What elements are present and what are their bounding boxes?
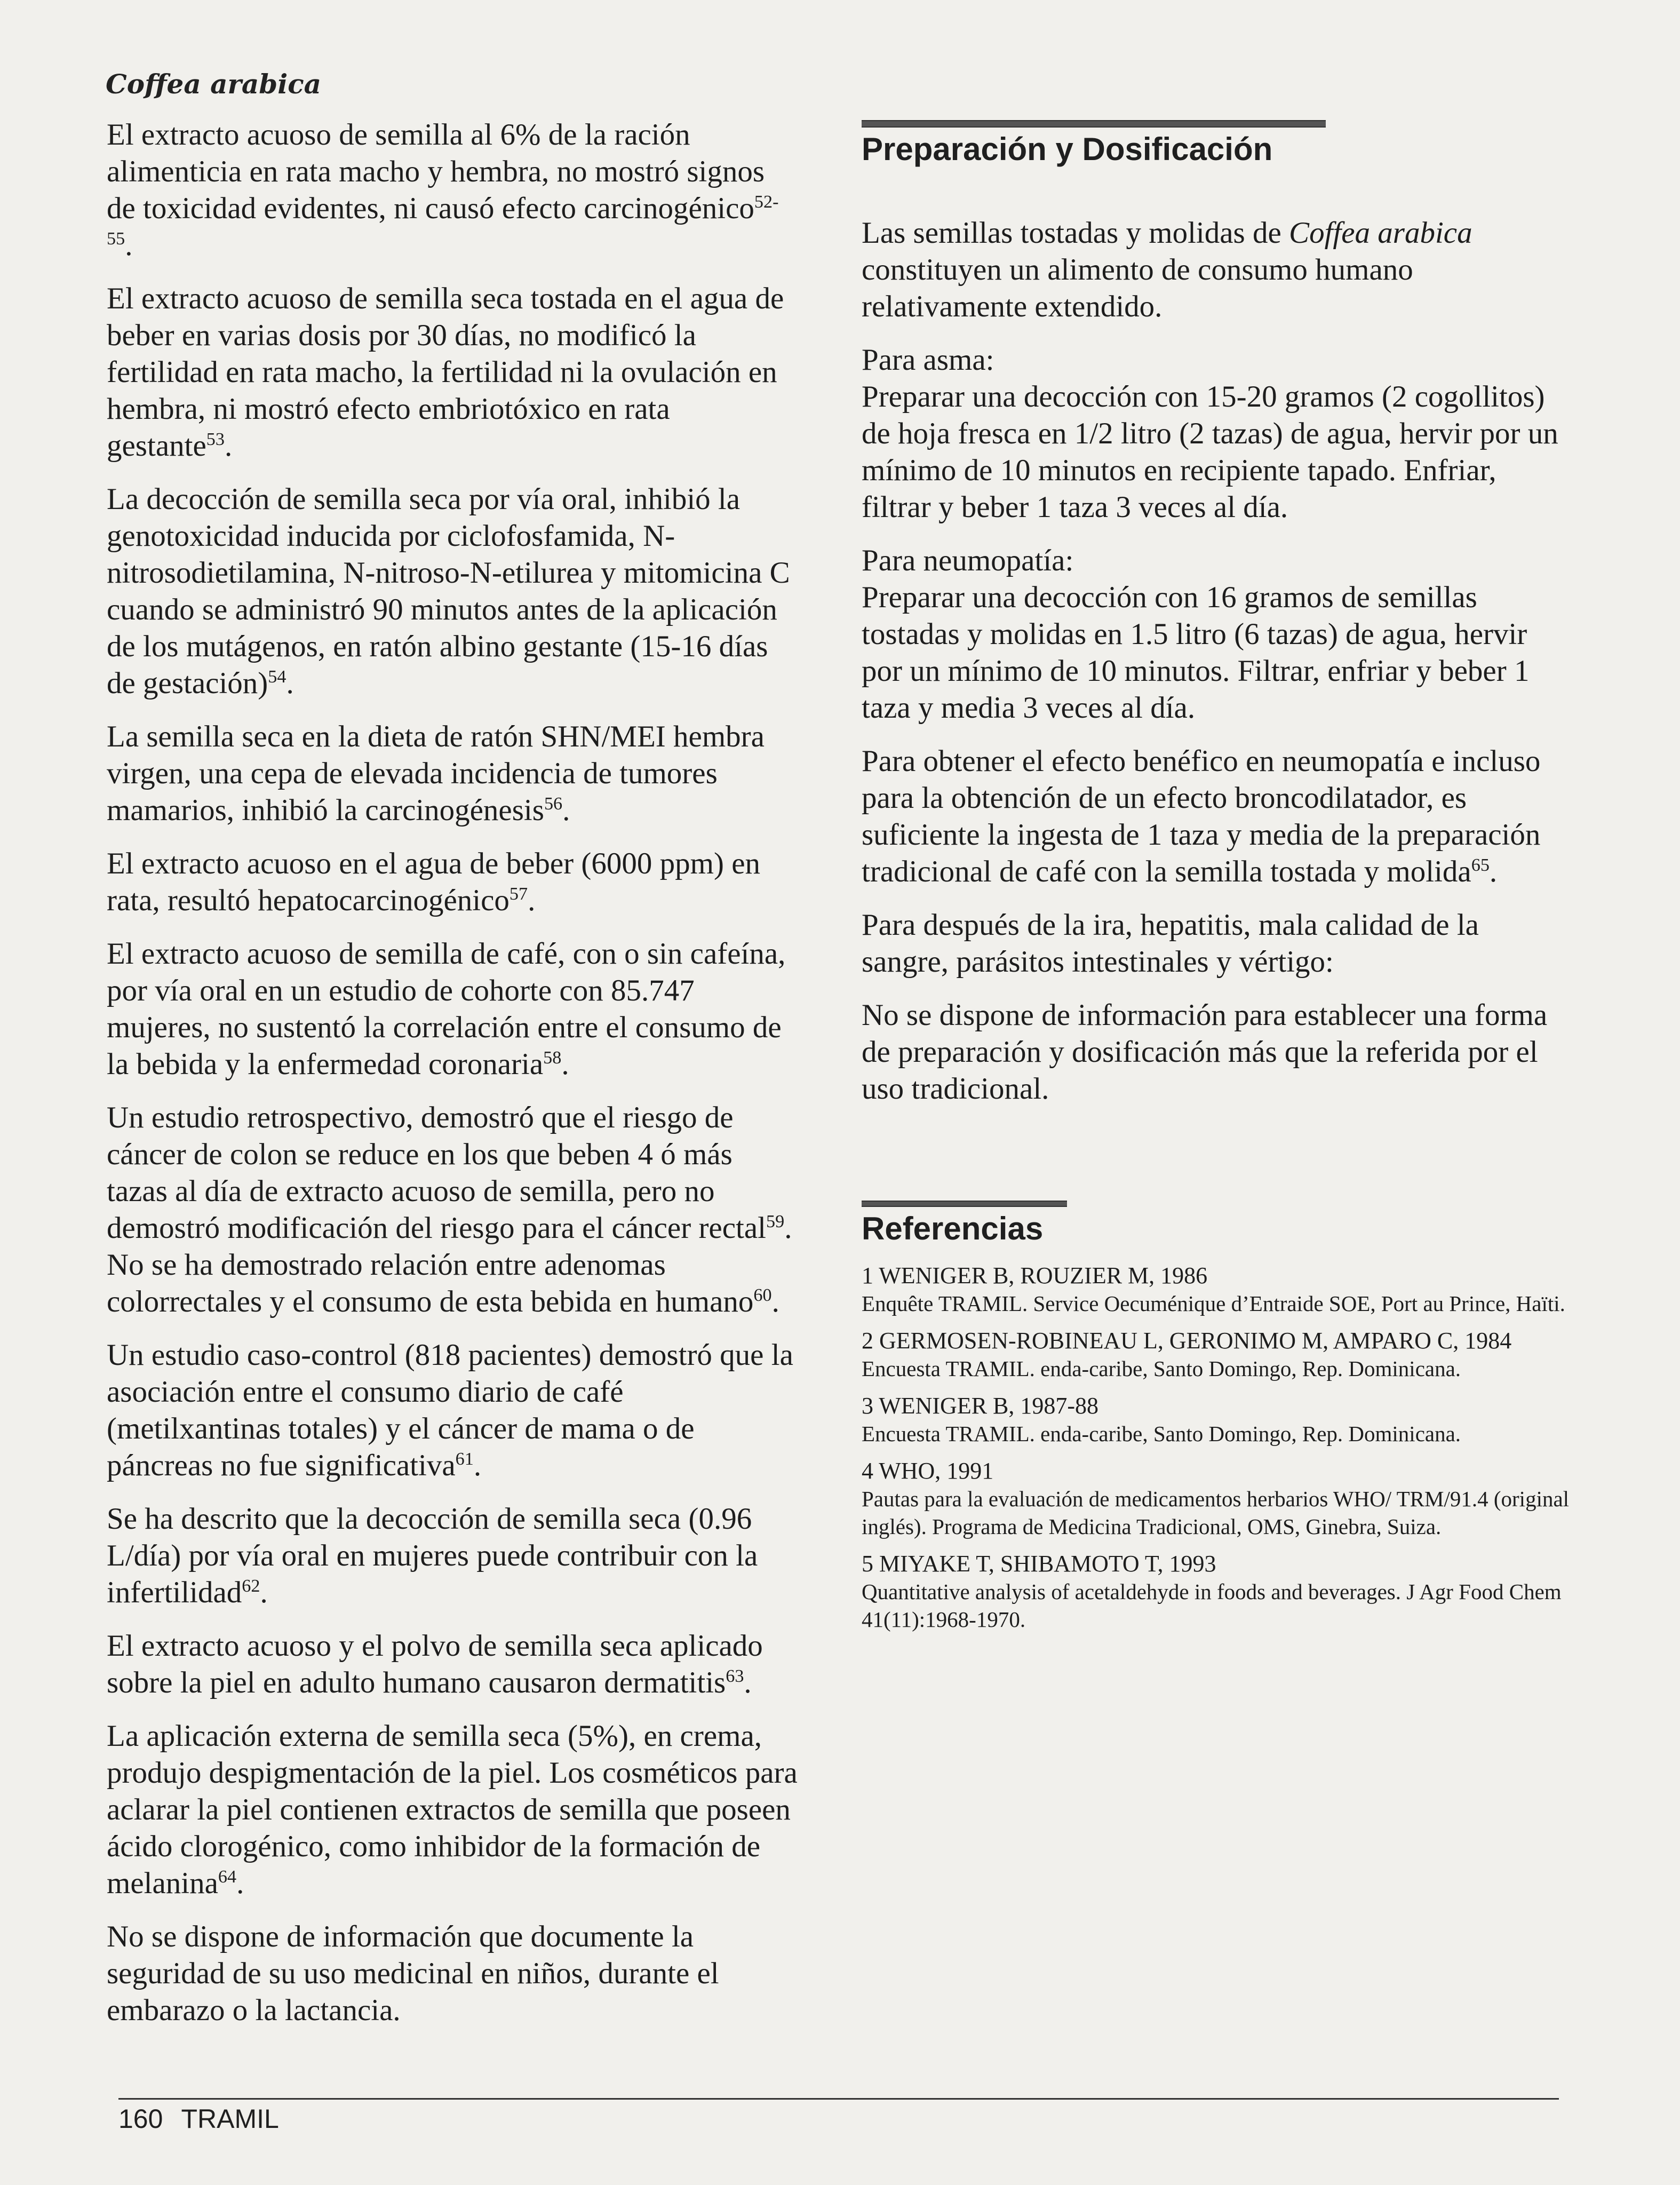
paragraph: No se dispone de información que documente la seguridad de su uso medicinal en niños, durante el embarazo o la lactancia. (107, 1920, 719, 2027)
page-number: 160 (118, 2104, 163, 2134)
reference-item: 2 GERMOSEN-ROBINEAU L, GERONIMO M, AMPARO C, 1984 Encuesta TRAMIL. enda-caribe, Santo Domingo, Rep. Dominicana. (862, 1328, 1512, 1381)
prep-section (862, 214, 1571, 1107)
references-title: Referencias (862, 1211, 1044, 1246)
prep-benefit: Para obtener el efecto benéfico en neumopatía e incluso para la obtención de un efecto broncodilatador, es suficiente la ingesta de 1 taza y media de la preparación tradicional de café con la semilla tostada y molida$^{65}$. (862, 744, 1541, 888)
paragraph: Un estudio retrospectivo, demostró que el riesgo de cáncer de colon se reduce en los que beben 4 ó más tazas al día de extracto acuoso de semilla, pero no demostró modificación del riesgo para el cáncer rectal$^{59}$. No se ha demostrado relación entre adenomas colorrectales y el consumo de esta bebida en humano$^{60}$. (107, 1101, 792, 1318)
reference-item: 5 MIYAKE T, SHIBAMOTO T, 1993 Quantitative analysis of acetaldehyde in foods and beverages. J Agr Food Chem 41(11):1968-1970. (862, 1551, 1562, 1632)
asma-label: Para asma: (862, 343, 994, 377)
paragraph: El extracto acuoso de semilla de café, con o sin cafeína, por vía oral en un estudio de cohorte con 85.747 mujeres, no sustentó la correlación entre el consumo de la bebida y la enfermedad coronaria$^{58}$. (107, 937, 786, 1081)
prep-nodata: No se dispone de información para establecer una forma de preparación y dosificación más que la referida por el uso tradicional. (862, 998, 1548, 1106)
footer-rule (118, 2098, 1559, 2100)
running-head: Coffea arabica (106, 68, 322, 100)
paragraph: El extracto acuoso y el polvo de semilla seca aplicado sobre la piel en adulto humano causaron dermatitis$^{63}$. (107, 1629, 763, 1699)
page-footer (118, 2103, 297, 2134)
prep-neumo: Para neumopatía: Preparar una decocción con 16 gramos de semillas tostadas y molidas en 1.5 litro (6 tazas) de agua, hervir por un mínimo de 10 minutos. Filtrar, enfriar y beber 1 taza y media 3 veces al día. (862, 542, 1571, 726)
paragraph: Se ha descrito que la decocción de semilla seca (0.96 L/día) por vía oral en mujeres puede contribuir con la infertilidad$^{62}$. (107, 1502, 758, 1609)
reference-item: 4 WHO, 1991 Pautas para la evaluación de medicamentos herbarios WHO/ TRM/91.4 (original inglés). Programa de Medicina Tradicional, OMS, Ginebra, Suiza. (862, 1458, 1570, 1539)
references-section (862, 1201, 1571, 1633)
prep-ira: Para después de la ira, hepatitis, mala calidad de la sangre, parásitos intestinales y vértigo: (862, 908, 1479, 979)
section-rule (862, 120, 1326, 128)
paragraph: La aplicación externa de semilla seca (5%), en crema, produjo despigmentación de la piel. Los cosméticos para aclarar la piel contienen extractos de semilla que poseen ácido clorogénico, como inhibidor de la formación de melanina$^{64}$. (107, 1719, 798, 1900)
reference-item: 1 WENIGER B, ROUZIER M, 1986 Enquête TRAMIL. Service Oecuménique d’Entraide SOE, Port au Prince, Haïti. (862, 1262, 1565, 1316)
reference-item: 3 WENIGER B, 1987-88 Encuesta TRAMIL. enda-caribe, Santo Domingo, Rep. Dominicana. (862, 1393, 1461, 1446)
paragraph: El extracto acuoso de semilla seca tostada en el agua de beber en varias dosis por 30 días, no modificó la fertilidad en rata macho, la fertilidad ni la ovulación en hembra, ni mostró efecto embriotóxico en rata gestante$^{53}$. (107, 282, 784, 463)
left-column (107, 116, 800, 2045)
prep-intro: Las semillas tostadas y molidas de Coffea arabica constituyen un alimento de consumo humano relativamente extendido. (862, 216, 1472, 323)
section-rule (862, 1201, 1067, 1207)
paragraph: La decocción de semilla seca por vía oral, inhibió la genotoxicidad inducida por ciclofosfamida, N-nitrosodietilamina, N-nitroso-N-etilurea y mitomicina C cuando se administró 90 minutos antes de la aplicación de los mutágenos, en ratón albino gestante (15-16 días de gestación)$^{54}$. (107, 482, 790, 700)
references-list (862, 1262, 1571, 1633)
prep-asma: Para asma: Preparar una decocción con 15-20 gramos (2 cogollitos) de hoja fresca en 1/2 litro (2 tazas) de agua, hervir por un mínimo de 10 minutos en recipiente tapado. Enfriar, filtrar y beber 1 taza 3 veces al día. (862, 341, 1571, 526)
paragraph: El extracto acuoso en el agua de beber (6000 ppm) en rata, resultó hepatocarcinogénico$^{57}$. (107, 847, 760, 917)
right-column (862, 120, 1571, 1643)
neumo-label: Para neumopatía: (862, 544, 1074, 577)
paragraph: El extracto acuoso de semilla al 6% de la ración alimenticia en rata macho y hembra, no mostró signos de toxicidad evidentes, ni causó efecto carcinogénico$^{52-55}$. (107, 118, 779, 262)
paragraph: Un estudio caso-control (818 pacientes) demostró que la asociación entre el consumo diario de café (metilxantinas totales) y el cáncer de mama o de páncreas no fue significativa$^{61}$. (107, 1338, 793, 1482)
publisher-name: TRAMIL (181, 2104, 279, 2134)
prep-title: Preparación y Dosificación (862, 131, 1273, 167)
paragraph: La semilla seca en la dieta de ratón SHN/MEI hembra virgen, una cepa de elevada incidencia de tumores mamarios, inhibió la carcinogénesis$^{56}$. (107, 720, 765, 827)
